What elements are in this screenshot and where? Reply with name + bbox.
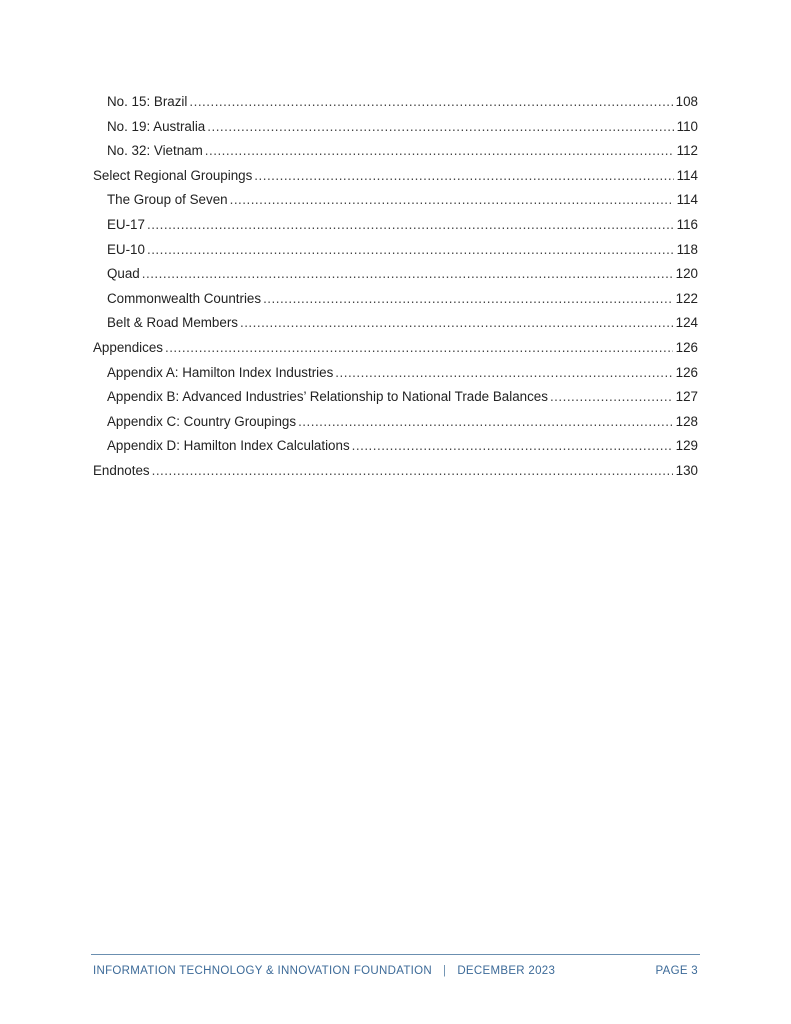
toc-dot-leader [205,139,674,164]
toc-entry[interactable] [93,311,698,336]
toc-entry-title: No. 15: Brazil [107,94,188,109]
toc-entry[interactable] [93,115,698,140]
toc-entry-page: 130 [675,462,698,478]
toc-dot-leader [147,238,674,263]
toc-entry-page: 114 [676,167,698,183]
toc-entry[interactable] [93,188,698,213]
toc-entry-page: 114 [676,192,698,208]
toc-entry-title: Quad [107,266,140,282]
toc-dot-leader [263,287,673,312]
toc-entry-title: No. 32: Vietnam [107,143,203,159]
toc-entry-title: Select Regional Groupings [93,167,253,183]
toc-entry-title: Appendix B: Advanced Industries’ Relationship to National Trade Balances [107,389,548,405]
toc-dot-leader [142,262,673,287]
toc-entry[interactable] [93,90,698,115]
toc-entry[interactable] [93,459,698,484]
toc-entry-title: Appendix C: Country Groupings [107,413,297,429]
toc-entry[interactable] [93,262,698,287]
footer-page-number: PAGE 3 [655,965,698,977]
toc-entry-title: The Group of Seven [107,192,228,208]
toc-entry-page: 120 [675,266,698,282]
toc-dot-leader [335,361,672,386]
footer-organization: INFORMATION TECHNOLOGY & INNOVATION FOUNDATION [93,965,433,977]
toc-entry-page: 127 [675,389,698,405]
toc-dot-leader [230,188,674,213]
toc-entry-page: 108 [675,94,698,109]
toc-entry-title: Endnotes [93,462,150,478]
toc-entry[interactable] [93,410,698,435]
toc-dot-leader [254,164,673,189]
toc-dot-leader [165,336,673,361]
toc-entry[interactable] [93,164,698,189]
toc-entry-page: 112 [676,143,698,159]
toc-entry-title: Commonwealth Countries [107,290,262,306]
footer-divider [91,954,700,955]
toc-dot-leader [189,90,672,115]
toc-dot-leader [298,410,673,435]
toc-entry-page: 118 [676,241,698,257]
toc-entry[interactable] [93,336,698,361]
toc-entry-title: No. 19: Australia [107,118,206,134]
toc-dot-leader [147,213,674,238]
toc-entry-title: Appendix A: Hamilton Index Industries [107,364,334,380]
toc-dot-leader [352,434,673,459]
table-of-contents [93,90,698,484]
toc-dot-leader [152,459,673,484]
footer-date: DECEMBER 2023 [457,965,556,977]
toc-entry[interactable] [93,434,698,459]
toc-entry-page: 122 [675,290,698,306]
toc-entry-page: 126 [675,364,698,380]
page-footer [93,963,698,979]
toc-dot-leader [207,115,673,140]
toc-entry[interactable] [93,139,698,164]
toc-entry-title: Appendices [93,339,163,355]
toc-entry-page: 116 [676,216,698,232]
toc-entry-page: 128 [675,413,698,429]
toc-entry[interactable] [93,385,698,410]
toc-entry[interactable] [93,238,698,263]
toc-entry-title: Belt & Road Members [107,315,238,331]
toc-entry-title: Appendix D: Hamilton Index Calculations [107,438,350,454]
toc-entry[interactable] [93,287,698,312]
toc-entry-title: EU-10 [107,241,145,257]
toc-dot-leader [240,311,673,336]
footer-separator: | [443,965,447,977]
toc-entry-page: 129 [675,438,698,454]
toc-entry-page: 124 [675,315,698,331]
toc-entry[interactable] [93,213,698,238]
toc-entry-page: 110 [676,118,698,134]
toc-entry-title: EU-17 [107,216,145,232]
toc-entry-page: 126 [675,339,698,355]
toc-dot-leader [550,385,673,410]
toc-entry[interactable] [93,361,698,386]
